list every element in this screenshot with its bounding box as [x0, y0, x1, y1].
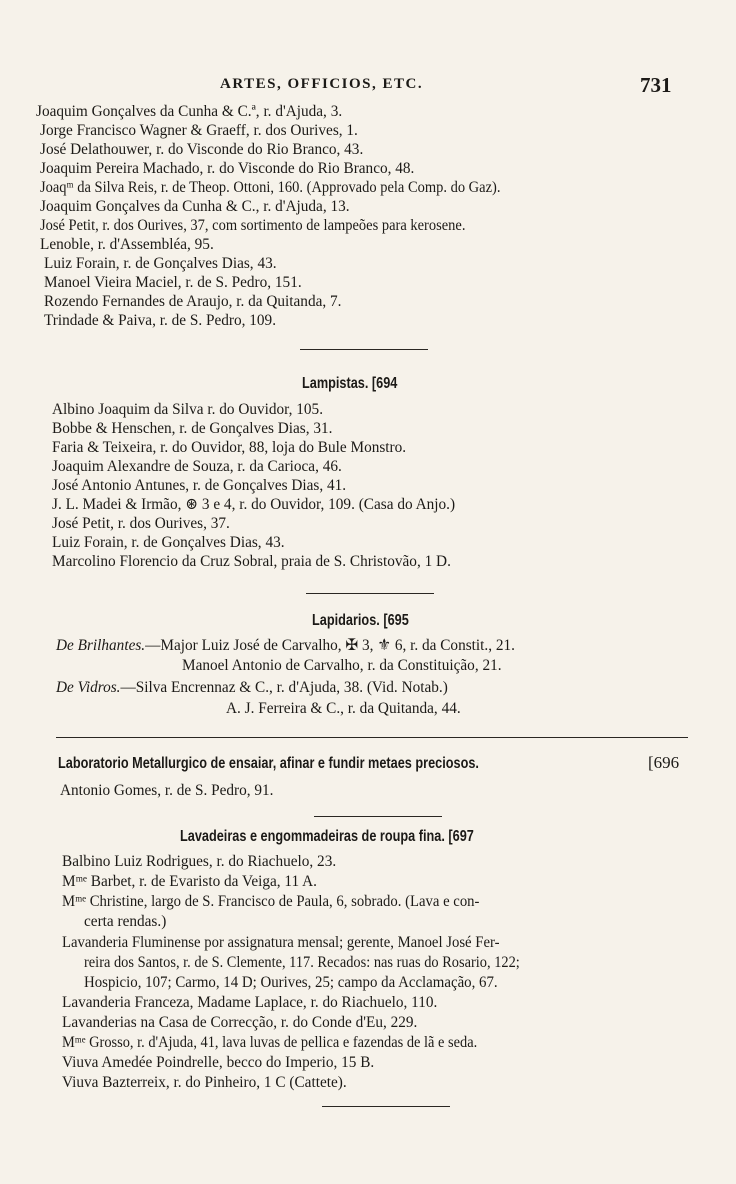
running-title: ARTES, OFFICIOS, ETC.: [220, 76, 424, 92]
list-item: Balbino Luiz Rodrigues, r. do Riachuelo, 23.: [62, 853, 337, 870]
section-divider: [314, 816, 442, 817]
list-item: Lavanderia Franceza, Madame Laplace, r. do Riachuelo, 110.: [62, 994, 438, 1011]
list-item: Faria & Teixeira, r. do Ouvidor, 88, loja do Bule Monstro.: [52, 439, 407, 456]
page-number: 731: [640, 73, 672, 97]
list-item: Lavanderias na Casa de Correcção, r. do Conde d'Eu, 229.: [62, 1014, 418, 1031]
list-item: Mᵐᵉ Barbet, r. de Evaristo da Veiga, 11 A.: [62, 873, 317, 890]
section-heading: Lampistas. [694: [302, 375, 398, 392]
list-item: Luiz Forain, r. de Gonçalves Dias, 43.: [44, 255, 277, 272]
list-item: Joaqᵐ da Silva Reis, r. de Theop. Ottoni, 160. (Approvado pela Comp. do Gaz).: [40, 179, 501, 196]
list-item: J. L. Madei & Irmão, ⊛ 3 e 4, r. do Ouvidor, 109. (Casa do Anjo.): [52, 496, 456, 513]
list-item: Luiz Forain, r. de Gonçalves Dias, 43.: [52, 534, 285, 551]
list-item: Joaquim Alexandre de Souza, r. da Carioca, 46.: [52, 458, 342, 475]
section-divider: [306, 593, 434, 594]
list-item: Albino Joaquim da Silva r. do Ouvidor, 105.: [52, 401, 324, 418]
list-item: Manoel Antonio de Carvalho, r. da Constituição, 21.: [182, 657, 502, 674]
entry-text: —Silva Encrennaz & C., r. d'Ajuda, 38. (Vid. Notab.): [120, 679, 448, 696]
section-heading: Lapidarios. [695: [312, 612, 409, 629]
subsection-label: De Vidros.: [56, 679, 121, 696]
list-item: Mᵐᵉ Grosso, r. d'Ajuda, 41, lava luvas de pellica e fazendas de lã e seda.: [62, 1034, 478, 1051]
subsection-label: De Brilhantes.: [56, 637, 146, 654]
list-item: certa rendas.): [84, 913, 167, 930]
list-item: Bobbe & Henschen, r. de Gonçalves Dias, 31.: [52, 420, 333, 437]
section-divider: [56, 737, 688, 738]
list-item: Joaquim Pereira Machado, r. do Visconde do Rio Branco, 48.: [40, 160, 415, 177]
section-heading: Lavadeiras e engommadeiras de roupa fina. [697: [180, 828, 474, 845]
list-item: José Delathouwer, r. do Visconde do Rio Branco, 43.: [40, 141, 364, 158]
list-item: José Petit, r. dos Ourives, 37.: [52, 515, 230, 532]
list-item: Joaquim Gonçalves da Cunha & C., r. d'Ajuda, 13.: [40, 198, 350, 215]
list-item: Hospicio, 107; Carmo, 14 D; Ourives, 25; campo da Acclamação, 67.: [84, 974, 498, 991]
list-item: Viuva Amedée Poindrelle, becco do Imperio, 15 B.: [62, 1054, 375, 1071]
list-item: Joaquim Gonçalves da Cunha & C.ª, r. d'Ajuda, 3.: [36, 103, 343, 120]
section-divider: [300, 349, 428, 350]
list-item: A. J. Ferreira & C., r. da Quitanda, 44.: [226, 700, 461, 717]
entry-text: —Major Luiz José de Carvalho, ✠ 3, ⚜ 6, r. da Constit., 21.: [145, 637, 515, 654]
list-item: José Antonio Antunes, r. de Gonçalves Dias, 41.: [52, 477, 347, 494]
list-item: Lenoble, r. d'Assembléa, 95.: [40, 236, 214, 253]
list-item: Rozendo Fernandes de Araujo, r. da Quitanda, 7.: [44, 293, 342, 310]
list-item: reira dos Santos, r. de S. Clemente, 117. Recados: nas ruas do Rosario, 122;: [84, 954, 520, 971]
page-header: [0, 73, 736, 102]
list-item: Manoel Vieira Maciel, r. de S. Pedro, 151.: [44, 274, 302, 291]
list-item: Viuva Bazterreix, r. do Pinheiro, 1 C (Cattete).: [62, 1074, 347, 1091]
list-item: Lavanderia Fluminense por assignatura mensal; gerente, Manoel José Fer-: [62, 934, 500, 951]
section-divider: [322, 1106, 450, 1107]
list-item: Jorge Francisco Wagner & Graeff, r. dos Ourives, 1.: [40, 122, 358, 139]
list-item: José Petit, r. dos Ourives, 37, com sortimento de lampeões para kerosene.: [40, 217, 466, 234]
list-item: Antonio Gomes, r. de S. Pedro, 91.: [60, 782, 274, 799]
list-item: [56, 678, 448, 698]
list-item: [56, 636, 515, 656]
list-item: Marcolino Florencio da Cruz Sobral, praia de S. Christovão, 1 D.: [52, 553, 451, 570]
section-number: [696: [648, 753, 680, 772]
list-item: Mᵐᵉ Christine, largo de S. Francisco de Paula, 6, sobrado. (Lava e con-: [62, 893, 480, 910]
list-item: Trindade & Paiva, r. de S. Pedro, 109.: [44, 312, 277, 329]
section-heading: Laboratorio Metallurgico de ensaiar, afinar e fundir metaes preciosos.: [58, 755, 479, 772]
